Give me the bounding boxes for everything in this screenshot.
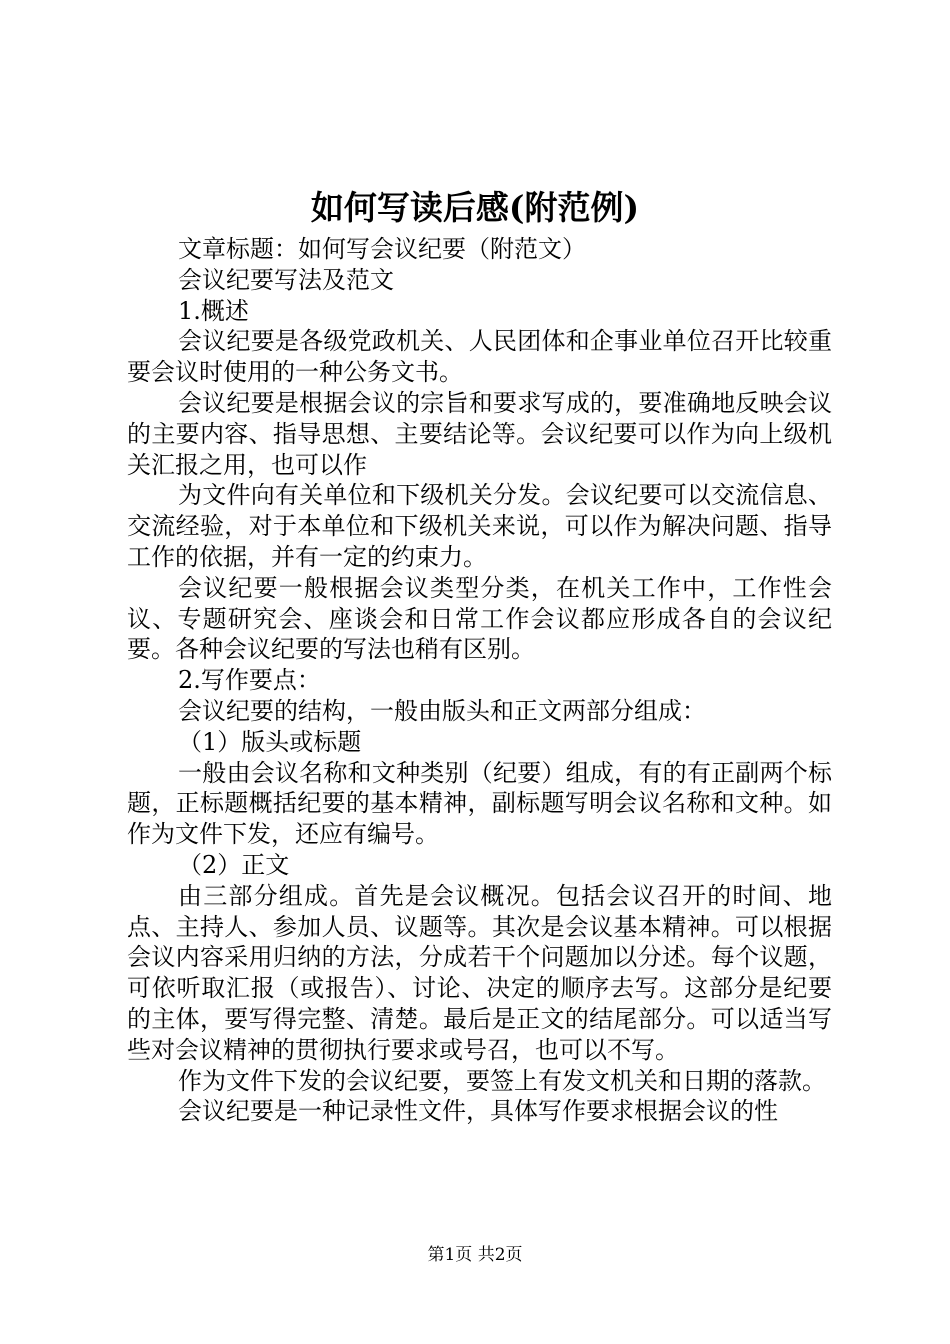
paragraph: 作为文件下发的会议纪要，要签上有发文机关和日期的落款。 xyxy=(178,1066,826,1095)
paragraph-article-title: 文章标题：如何写会议纪要（附范文） xyxy=(178,235,586,263)
paragraph: 一般由会议名称和文种类别（纪要）组成，有的有正副两个标题，正标题概括纪要的基本精神，副标题写明会议名称和文种。如作为文件下发，还应有编号。 xyxy=(127,758,832,849)
paragraph-section-1-heading: 1.概述 xyxy=(178,296,249,325)
paragraph: 会议纪要是各级党政机关、人民团体和企事业单位召开比较重要会议时使用的一种公务文书。 xyxy=(127,327,832,387)
page-number-footer: 第1页 共2页 xyxy=(427,1245,523,1265)
paragraph-subtitle: 会议纪要写法及范文 xyxy=(178,265,394,294)
paragraph: 由三部分组成。首先是会议概况。包括会议召开的时间、地点、主持人、参加人员、议题等。其次是会议基本精神。可以根据会议内容采用归纳的方法，分成若干个问题加以分述。每个议题，可依听取汇报（或报告）、讨论、决定的顺序去写。这部分是纪要的主体，要写得完整、清楚。最后是正文的结尾部分。可以适当写些对会议精神的贯彻执行要求或号召，也可以不写。 xyxy=(127,881,832,1064)
document-title: 如何写读后感(附范例) xyxy=(310,188,640,227)
paragraph: 会议纪要的结构，一般由版头和正文两部分组成： xyxy=(178,696,706,725)
paragraph-subheading: （1）版头或标题 xyxy=(178,727,362,756)
paragraph: 为文件向有关单位和下级机关分发。会议纪要可以交流信息、交流经验，对于本单位和下级机关来说，可以作为解决问题、指导工作的依据，并有一定的约束力。 xyxy=(127,481,832,571)
paragraph-section-2-heading: 2.写作要点： xyxy=(178,666,321,695)
document-body xyxy=(127,234,832,1127)
paragraph-subheading: （2）正文 xyxy=(178,850,290,879)
paragraph: 会议纪要一般根据会议类型分类，在机关工作中，工作性会议、专题研究会、座谈会和日常工作会议都应形成各自的会议纪要。各种会议纪要的写法也稍有区别。 xyxy=(127,573,832,664)
paragraph: 会议纪要是根据会议的宗旨和要求写成的，要准确地反映会议的主要内容、指导思想、主要结论等。会议纪要可以作为向上级机关汇报之用，也可以作 xyxy=(127,388,832,479)
paragraph: 会议纪要是一种记录性文件，具体写作要求根据会议的性 xyxy=(178,1097,778,1126)
